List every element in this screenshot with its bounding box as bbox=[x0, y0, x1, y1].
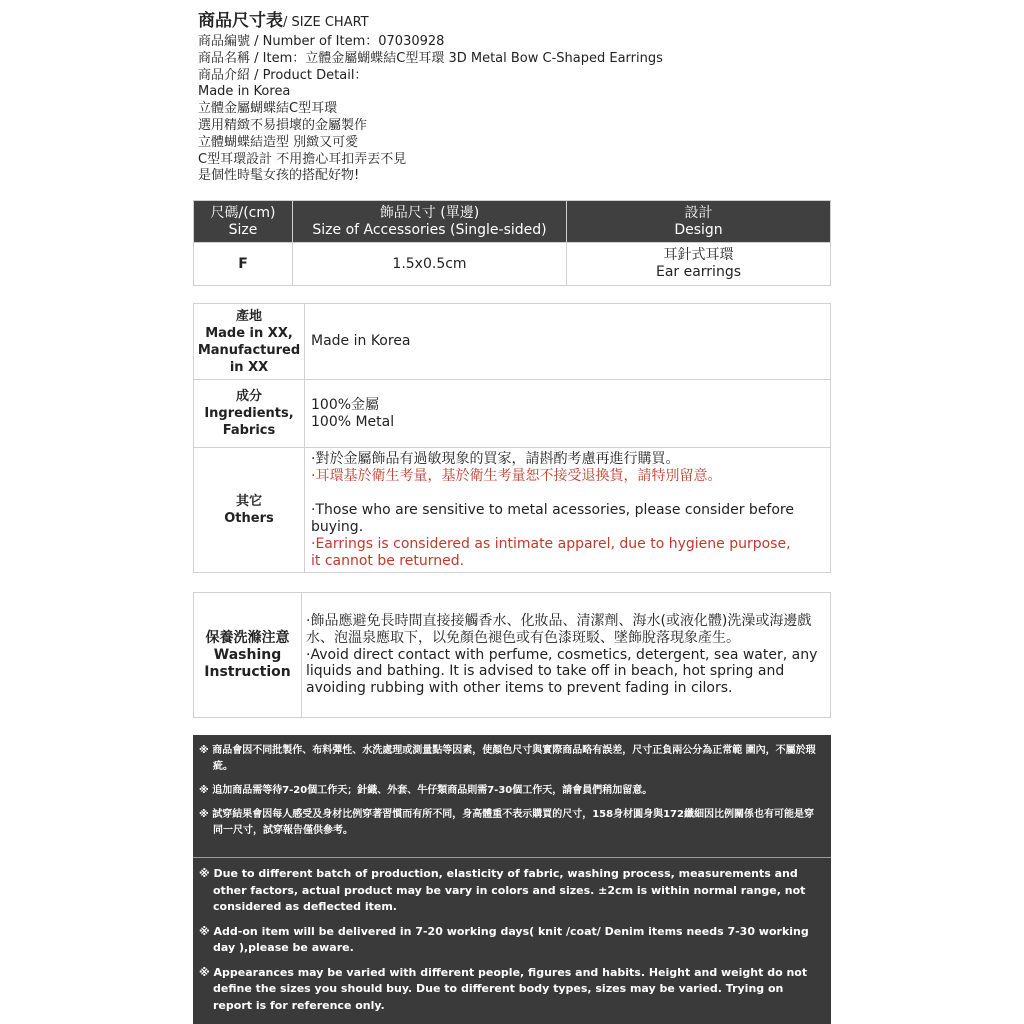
cell-size: F bbox=[194, 243, 293, 286]
others-row bbox=[194, 448, 831, 573]
header-size-en: Size bbox=[228, 221, 258, 238]
product-detail-label: 商品介紹 / Product Detail： bbox=[198, 67, 368, 83]
product-detail-line: 選用精緻不易損壞的金屬製作 bbox=[198, 117, 368, 133]
others-label-en: Others bbox=[224, 511, 274, 526]
header-accessory-size-en: Size of Accessories (Single-sided) bbox=[312, 221, 547, 238]
product-detail-line: Made in Korea bbox=[198, 84, 291, 100]
product-detail-line: 立體金屬蝴蝶結C型耳環 bbox=[198, 101, 338, 117]
others-note-en-2: ·Earrings is considered as intimate apparel, due to hygiene purpose, it cannot be returned. bbox=[311, 535, 791, 569]
note-cn-1: ※ 商品會因不同批製作、布料彈性、水洗處理或測量點等因素，使顏色尺寸與實際商品略有誤差，尺寸正負兩公分為正常範 圍內，不屬於瑕疵。 bbox=[199, 745, 816, 772]
header-accessory-size-cn: 飾品尺寸 (單邊) bbox=[379, 204, 480, 221]
origin-label-cn: 產地 bbox=[235, 308, 262, 324]
size-table-header bbox=[194, 201, 831, 243]
note-en-3: ※ Appearances may be varied with different people, figures and habits. Height and weight do not define the sizes you should buy. Due to different body types, sizes may be varied. Trying on report is for reference only. bbox=[199, 965, 808, 1012]
washing-label bbox=[194, 593, 302, 718]
origin-value: Made in Korea bbox=[305, 304, 831, 380]
ingredients-label-en: Ingredients, Fabrics bbox=[204, 406, 294, 438]
others-note-cn-1: ·對於金屬飾品有過敏現象的買家，請斟酌考慮再進行購買。 bbox=[311, 450, 680, 467]
others-note-cn-2: ·耳環基於衛生考量，基於衛生考量恕不接受退換貨，請特別留意。 bbox=[311, 467, 722, 484]
header-accessory-size bbox=[293, 201, 567, 243]
washing-label-cn: 保養洗滌注意 bbox=[205, 629, 290, 646]
cell-design-cn: 耳針式耳環 bbox=[663, 247, 734, 263]
others-value bbox=[305, 448, 831, 573]
size-table bbox=[193, 200, 831, 286]
table-row bbox=[194, 243, 831, 286]
ingredients-value bbox=[305, 380, 831, 448]
cell-dimension: 1.5x0.5cm bbox=[293, 243, 567, 286]
washing-text-cn: ·飾品應避免長時間直接接觸香水、化妝品、清潔劑、海水(或液化體)洗澡或海邊戲水、泡溫泉應取下，以免顏色褪色或有色漆斑駁、墜飾脫落現象產生。 bbox=[306, 613, 812, 646]
others-note-en-1: ·Those who are sensitive to metal acessories, please consider before buying. bbox=[311, 501, 794, 535]
note-cn-3: ※ 試穿結果會因每人感受及身材比例穿著習慣而有所不同，身高體重不表示購買的尺寸，158身材圓身與172纖細因比例關係也有可能是穿同一尺寸，試穿報告僅供參考。 bbox=[199, 809, 814, 836]
washing-label-en: Washing Instruction bbox=[204, 646, 291, 680]
title-main: 商品尺寸表 bbox=[198, 11, 283, 31]
product-detail-line: C型耳環設計 不用擔心耳扣弄丟不見 bbox=[198, 151, 407, 167]
header-design bbox=[567, 201, 831, 243]
ingredients-label bbox=[194, 380, 305, 448]
notes-panel-cn bbox=[193, 735, 831, 857]
others-label-cn: 其它 bbox=[235, 494, 262, 509]
header-design-cn: 設計 bbox=[684, 204, 713, 221]
ingredients-label-cn: 成分 bbox=[235, 389, 262, 404]
washing-row bbox=[194, 593, 831, 718]
detail-table bbox=[193, 303, 831, 573]
ingredients-value-cn: 100%金屬 bbox=[311, 396, 380, 413]
washing-text-en: ·Avoid direct contact with perfume, cosmetics, detergent, sea water, any liquids and bathing. It is advised to take off in beach, hot spring and avoiding rubbing with other items to prevent fading in cilors. bbox=[306, 646, 818, 697]
header-size-cn: 尺碼/(cm) bbox=[210, 204, 276, 221]
product-detail-line: 是個性時髦女孩的搭配好物! bbox=[198, 168, 360, 184]
product-detail-line: 立體蝴蝶結造型 別緻又可愛 bbox=[198, 134, 359, 150]
origin-label bbox=[194, 304, 305, 380]
origin-row bbox=[194, 304, 831, 380]
note-cn-2: ※ 追加商品需等待7-20個工作天；針織、外套、牛仔類商品則需7-30個工作天，請會員們稍加留意。 bbox=[199, 785, 653, 796]
item-name: 商品名稱 / Item：立體金屬蝴蝶結C型耳環 3D Metal Bow C-Shaped Earrings bbox=[198, 50, 663, 66]
header-size bbox=[194, 201, 293, 243]
note-en-1: ※ Due to different batch of production, elasticity of fabric, washing process, measurements and other factors, actual product may be vary in colors and sizes. ±2cm is within normal range, not considered as deflected item. bbox=[199, 867, 806, 913]
header-design-en: Design bbox=[674, 221, 723, 238]
product-header bbox=[198, 10, 838, 185]
item-number: 商品編號 / Number of Item：07030928 bbox=[198, 34, 445, 49]
ingredients-value-en: 100% Metal bbox=[311, 413, 395, 430]
cell-design-en: Ear earrings bbox=[655, 264, 742, 280]
ingredients-row bbox=[194, 380, 831, 448]
cell-design bbox=[567, 243, 831, 286]
note-en-2: ※ Add-on item will be delivered in 7-20 working days( knit /coat/ Denim items needs 7-30 working day ),please be aware. bbox=[199, 924, 809, 954]
washing-table bbox=[193, 592, 831, 718]
others-label bbox=[194, 448, 305, 573]
page-title bbox=[198, 10, 838, 34]
title-sub: / SIZE CHART bbox=[283, 15, 369, 30]
origin-label-en: Made in XX, Manufactured in XX bbox=[197, 325, 301, 375]
notes-panel-en bbox=[193, 858, 831, 1024]
washing-value bbox=[302, 593, 831, 718]
